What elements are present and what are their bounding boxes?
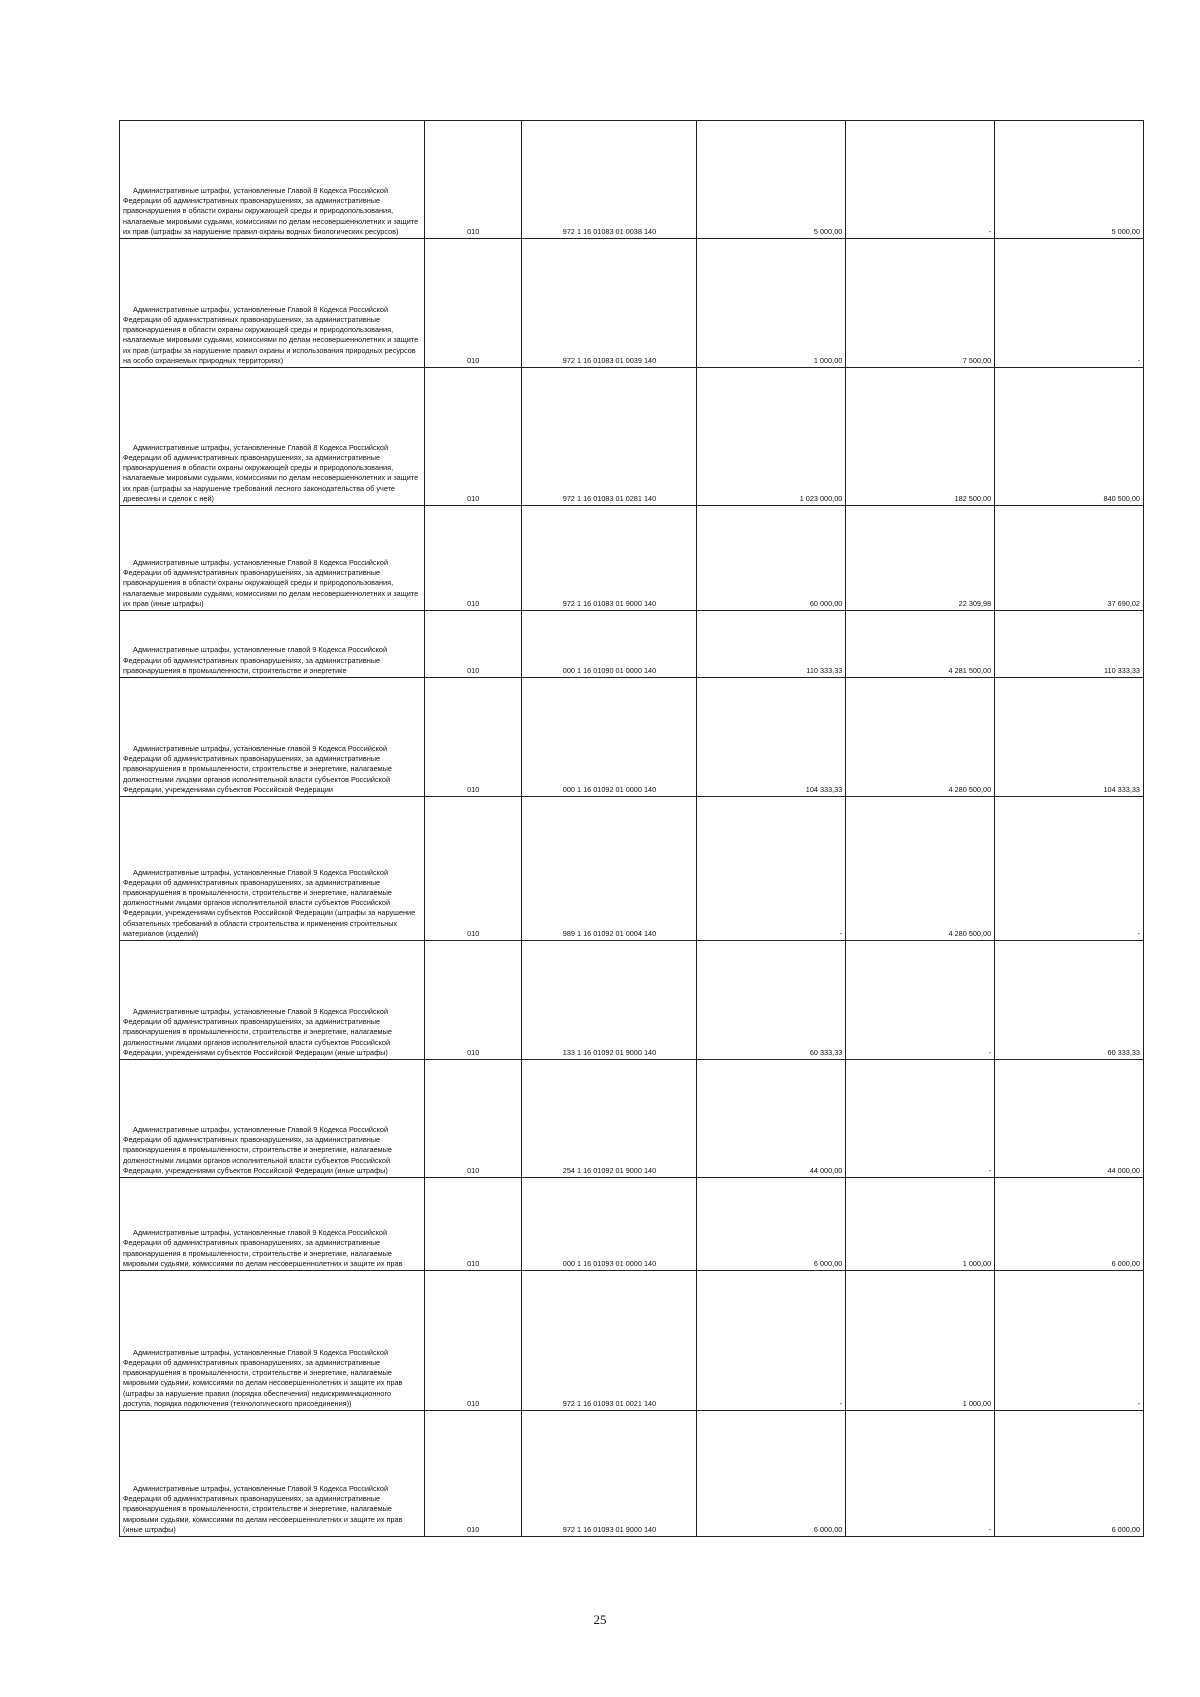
- approved-amount-cell: -: [697, 797, 846, 941]
- remaining-amount-cell: 110 333,33: [995, 611, 1144, 678]
- executed-amount-cell: 22 309,98: [846, 506, 995, 611]
- row-description: Административные штрафы, установленные Главой 9 Кодекса Российской Федерации об административных правонарушениях, за административные правонарушения в промышленности, строительстве и энергетике, налагаемые мировыми судьями, комиссиями по делам несовершеннолетних и защите их прав (штрафы за нарушение правил (порядка обеспечения) недискриминационного доступа, порядка подключения (технологического присоединения)): [120, 1271, 425, 1411]
- executed-amount-cell: 4 281 500,00: [846, 611, 995, 678]
- executed-amount-cell: 4 280 500,00: [846, 797, 995, 941]
- line-code-cell: 010: [424, 1411, 521, 1537]
- table-row: [120, 797, 1144, 941]
- budget-code-cell: 972 1 16 01083 01 0038 140: [522, 121, 697, 239]
- approved-amount-cell: 104 333,33: [697, 678, 846, 797]
- executed-amount-cell: -: [846, 941, 995, 1060]
- executed-amount-cell: 1 000,00: [846, 1178, 995, 1271]
- row-description: Административные штрафы, установленные главой 9 Кодекса Российской Федерации об административных правонарушениях, за административные правонарушения в промышленности, строительстве и энергетике, налагаемые должностными лицами органов исполнительной власти субъектов Российской Федерации, учреждениями субъектов Российской Федерации: [120, 678, 425, 797]
- approved-amount-cell: 60 333,33: [697, 941, 846, 1060]
- remaining-amount-cell: 37 690,02: [995, 506, 1144, 611]
- budget-code-cell: 000 1 16 01093 01 0000 140: [522, 1178, 697, 1271]
- executed-amount-cell: 4 280 500,00: [846, 678, 995, 797]
- table-row: [120, 1060, 1144, 1178]
- approved-amount-cell: 6 000,00: [697, 1411, 846, 1537]
- executed-amount-cell: -: [846, 121, 995, 239]
- row-description: Административные штрафы, установленные Главой 8 Кодекса Российской Федерации об административных правонарушениях, за административные правонарушения в области охраны окружающей среды и природопользования, налагаемые мировыми судьями, комиссиями по делам несовершеннолетних и защите их прав (штрафы за нарушение правил охраны водных биологических ресурсов): [120, 121, 425, 239]
- budget-code-cell: 989 1 16 01092 01 0004 140: [522, 797, 697, 941]
- table-row: [120, 941, 1144, 1060]
- executed-amount-cell: 182 500,00: [846, 368, 995, 506]
- executed-amount-cell: -: [846, 1411, 995, 1537]
- executed-amount-cell: 7 500,00: [846, 239, 995, 368]
- row-description: Административные штрафы, установленные Главой 8 Кодекса Российской Федерации об административных правонарушениях, за административные правонарушения в области охраны окружающей среды и природопользования, налагаемые мировыми судьями, комиссиями по делам несовершеннолетних и защите их прав (иные штрафы): [120, 506, 425, 611]
- executed-amount-cell: -: [846, 1060, 995, 1178]
- line-code-cell: 010: [424, 1060, 521, 1178]
- row-description: Административные штрафы, установленные Главой 8 Кодекса Российской Федерации об административных правонарушениях, за административные правонарушения в области охраны окружающей среды и природопользования, налагаемые мировыми судьями, комиссиями по делам несовершеннолетних и защите их прав (штрафы за нарушение правил охраны и использования природных ресурсов на особо охраняемых природных территориях): [120, 239, 425, 368]
- line-code-cell: 010: [424, 239, 521, 368]
- line-code-cell: 010: [424, 941, 521, 1060]
- budget-code-cell: 133 1 16 01092 01 9000 140: [522, 941, 697, 1060]
- table-row: [120, 1411, 1144, 1537]
- budget-code-cell: 972 1 16 01083 01 0039 140: [522, 239, 697, 368]
- approved-amount-cell: 1 000,00: [697, 239, 846, 368]
- remaining-amount-cell: 840 500,00: [995, 368, 1144, 506]
- approved-amount-cell: 6 000,00: [697, 1178, 846, 1271]
- table-row: [120, 121, 1144, 239]
- remaining-amount-cell: 6 000,00: [995, 1411, 1144, 1537]
- row-description: Административные штрафы, установленные Главой 8 Кодекса Российской Федерации об административных правонарушениях, за административные правонарушения в области охраны окружающей среды и природопользования, налагаемые мировыми судьями, комиссиями по делам несовершеннолетних и защите их прав (штрафы за нарушение требований лесного законодательства об учете древесины и сделок с ней): [120, 368, 425, 506]
- line-code-cell: 010: [424, 1178, 521, 1271]
- table-row: [120, 239, 1144, 368]
- row-description: Административные штрафы, установленные Главой 9 Кодекса Российской Федерации об административных правонарушениях, за административные правонарушения в промышленности, строительстве и энергетике, налагаемые должностными лицами органов исполнительной власти субъектов Российской Федерации, учреждениями субъектов Российской Федерации (штрафы за нарушение обязательных требований в области строительства и применения строительных материалов (изделий): [120, 797, 425, 941]
- table-row: [120, 678, 1144, 797]
- budget-code-cell: 972 1 16 01083 01 0281 140: [522, 368, 697, 506]
- approved-amount-cell: 110 333,33: [697, 611, 846, 678]
- line-code-cell: 010: [424, 506, 521, 611]
- budget-code-cell: 000 1 16 01090 01 0000 140: [522, 611, 697, 678]
- remaining-amount-cell: 60 333,33: [995, 941, 1144, 1060]
- row-description: Административные штрафы, установленные главой 9 Кодекса Российской Федерации об административных правонарушениях, за административные правонарушения в промышленности, строительстве и энергетике: [120, 611, 425, 678]
- table-row: [120, 506, 1144, 611]
- budget-code-cell: 972 1 16 01083 01 9000 140: [522, 506, 697, 611]
- table-body: [120, 121, 1144, 1537]
- remaining-amount-cell: 44 000,00: [995, 1060, 1144, 1178]
- table-row: [120, 611, 1144, 678]
- line-code-cell: 010: [424, 368, 521, 506]
- remaining-amount-cell: -: [995, 797, 1144, 941]
- remaining-amount-cell: 104 333,33: [995, 678, 1144, 797]
- line-code-cell: 010: [424, 611, 521, 678]
- approved-amount-cell: 44 000,00: [697, 1060, 846, 1178]
- page-number: 25: [593, 1612, 607, 1627]
- row-description: Административные штрафы, установленные Главой 9 Кодекса Российской Федерации об административных правонарушениях, за административные правонарушения в промышленности, строительстве и энергетике, налагаемые мировыми судьями, комиссиями по делам несовершеннолетних и защите их прав (иные штрафы): [120, 1411, 425, 1537]
- line-code-cell: 010: [424, 797, 521, 941]
- budget-code-cell: 000 1 16 01092 01 0000 140: [522, 678, 697, 797]
- budget-table: [119, 120, 1144, 1537]
- remaining-amount-cell: -: [995, 1271, 1144, 1411]
- line-code-cell: 010: [424, 121, 521, 239]
- budget-code-cell: 972 1 16 01093 01 0021 140: [522, 1271, 697, 1411]
- approved-amount-cell: 5 000,00: [697, 121, 846, 239]
- approved-amount-cell: 1 023 000,00: [697, 368, 846, 506]
- budget-code-cell: 254 1 16 01092 01 9000 140: [522, 1060, 697, 1178]
- table-row: [120, 368, 1144, 506]
- approved-amount-cell: -: [697, 1271, 846, 1411]
- table-row: [120, 1271, 1144, 1411]
- remaining-amount-cell: 5 000,00: [995, 121, 1144, 239]
- approved-amount-cell: 60 000,00: [697, 506, 846, 611]
- row-description: Административные штрафы, установленные главой 9 Кодекса Российской Федерации об административных правонарушениях, за административные правонарушения в промышленности, строительстве и энергетике, налагаемые мировыми судьями, комиссиями по делам несовершеннолетних и защите их прав: [120, 1178, 425, 1271]
- line-code-cell: 010: [424, 678, 521, 797]
- row-description: Административные штрафы, установленные Главой 9 Кодекса Российской Федерации об административных правонарушениях, за административные правонарушения в промышленности, строительстве и энергетике, налагаемые должностными лицами органов исполнительной власти субъектов Российской Федерации, учреждениями субъектов Российской Федерации (иные штрафы): [120, 1060, 425, 1178]
- remaining-amount-cell: 6 000,00: [995, 1178, 1144, 1271]
- budget-code-cell: 972 1 16 01093 01 9000 140: [522, 1411, 697, 1537]
- row-description: Административные штрафы, установленные Главой 9 Кодекса Российской Федерации об административных правонарушениях, за административные правонарушения в промышленности, строительстве и энергетике, налагаемые должностными лицами органов исполнительной власти субъектов Российской Федерации, учреждениями субъектов Российской Федерации (иные штрафы): [120, 941, 425, 1060]
- table-row: [120, 1178, 1144, 1271]
- line-code-cell: 010: [424, 1271, 521, 1411]
- executed-amount-cell: 1 000,00: [846, 1271, 995, 1411]
- remaining-amount-cell: -: [995, 239, 1144, 368]
